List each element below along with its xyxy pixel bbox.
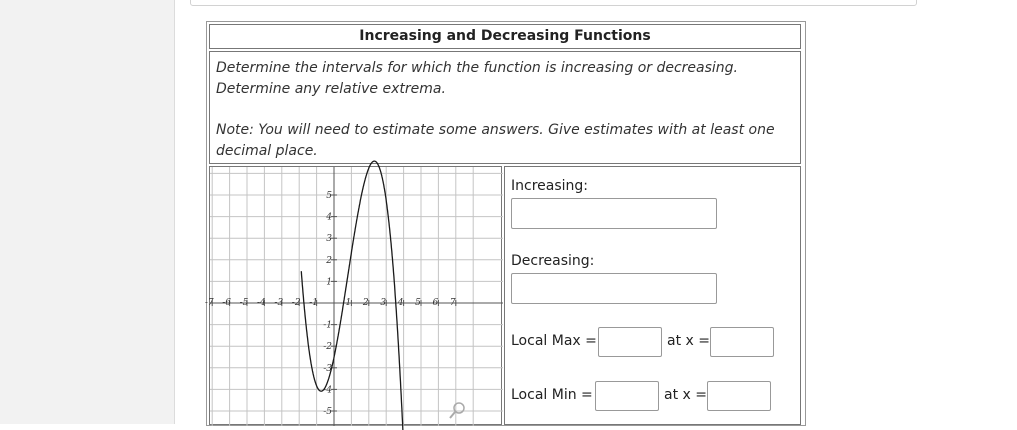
y-tick-label: -1 — [323, 320, 332, 331]
x-tick-label: -7 — [204, 298, 214, 308]
local-min-at-label: at x = — [664, 387, 707, 403]
local-max-at-label: at x = — [667, 333, 710, 349]
x-tick-label: 4 — [397, 298, 404, 308]
local-max-label: Local Max = — [511, 333, 597, 349]
x-tick-label: -4 — [257, 298, 266, 308]
x-tick-label: 1 — [345, 298, 352, 308]
y-tick-label: -5 — [323, 407, 332, 417]
local-max-x-input[interactable] — [710, 327, 774, 357]
x-tick-label: 5 — [415, 298, 421, 308]
x-tick-label: -1 — [309, 298, 318, 308]
y-tick-label: -3 — [323, 363, 332, 374]
instructions-text: Determine the intervals for which the function is increasing or decreasing. Determine any relative extrema. — [216, 60, 739, 97]
decreasing-input[interactable] — [511, 273, 717, 304]
local-min-input[interactable] — [595, 381, 659, 411]
decreasing-label: Decreasing: — [511, 253, 595, 269]
y-tick-label: -2 — [323, 342, 332, 353]
increasing-label: Increasing: — [511, 178, 588, 194]
x-tick-label: -3 — [274, 298, 284, 308]
note-text: Note: You will need to estimate some answers. Give estimates with at least one decimal place. — [216, 122, 775, 159]
y-tick-label: -4 — [323, 385, 332, 396]
instructions — [209, 51, 801, 164]
graph-panel — [204, 166, 502, 425]
x-tick-label: 7 — [449, 298, 456, 308]
y-tick-label: 3 — [326, 234, 332, 245]
y-tick-label: 4 — [326, 212, 332, 223]
x-tick-label: -5 — [239, 298, 249, 308]
x-tick-label: 3 — [380, 298, 387, 308]
problem-title: Increasing and Decreasing Functions — [209, 24, 801, 49]
y-tick-label: 2 — [326, 255, 332, 266]
y-tick-label: 5 — [326, 191, 332, 201]
function-graph[interactable] — [204, 167, 503, 426]
answer-panel — [504, 166, 801, 425]
x-tick-label: -6 — [222, 298, 231, 308]
x-tick-label: 6 — [432, 298, 439, 308]
problem-container — [206, 21, 806, 426]
local-min-label: Local Min = — [511, 387, 593, 403]
y-tick-label: 1 — [326, 277, 332, 288]
local-min-x-input[interactable] — [707, 381, 771, 411]
left-gutter — [0, 0, 175, 424]
local-max-input[interactable] — [598, 327, 662, 357]
increasing-input[interactable] — [511, 198, 717, 229]
x-tick-label: -2 — [291, 298, 301, 308]
x-tick-label: 2 — [362, 298, 369, 308]
previous-card — [190, 0, 917, 6]
